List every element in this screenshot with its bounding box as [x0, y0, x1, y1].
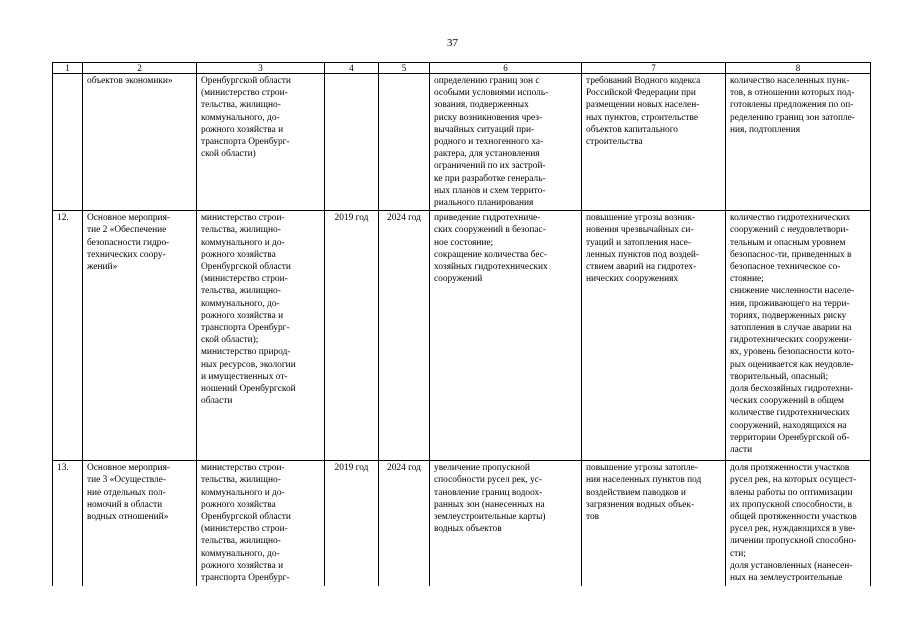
expected-result: приведение гидротехниче- ских сооружений в безопас- ное состояние; сокращение количества бес- хозяйных гидротехнических сооружений	[430, 211, 582, 461]
table-row	[53, 74, 871, 211]
end-year: 2024 год	[379, 211, 430, 461]
program-table	[52, 62, 871, 586]
column-number: 3	[197, 63, 325, 74]
table-row	[53, 461, 871, 586]
expected-result: увеличение пропускной способности русел рек, ус- тановление границ водоох- ранных зон (нанесенных на землеустроительные карты) водных объектов	[430, 461, 582, 586]
column-number: 4	[325, 63, 379, 74]
event-name: Основное мероприя- тие 2 «Обеспечение безопасности гидро- технических соору- жений»	[83, 211, 197, 461]
row-number: 13.	[53, 461, 83, 586]
event-name: Основное мероприя- тие 3 «Осуществле- ние отдельных пол- номочий в области водных отношений»	[83, 461, 197, 586]
non-implementation-consequence: требований Водного кодекса Российской Федерации при размещении новых населен- ных пунктов, строительстве объектов капитального строительства	[582, 74, 726, 211]
table-row	[53, 211, 871, 461]
start-year: 2019 год	[325, 461, 379, 586]
column-number: 5	[379, 63, 430, 74]
end-year: 2024 год	[379, 461, 430, 586]
column-number: 1	[53, 63, 83, 74]
row-number	[53, 74, 83, 211]
event-name: объектов экономики»	[83, 74, 197, 211]
start-year	[325, 74, 379, 211]
executor: министерство строи- тельства, жилищно- коммунального и до- рожного хозяйства Оренбургской области (министерство строи- тельства, жилищно- коммунального, до- рожного хозяйства и транспорта Оренбург- ской области); министерство природ- ных ресурсов, экологии и имущественных от- ношений Оренбургской области	[197, 211, 325, 461]
non-implementation-consequence: повышение угрозы затопле- ния населенных пунктов под воздействием паводков и загрязнения водных объек- тов	[582, 461, 726, 586]
executor: министерство строи- тельства, жилищно- коммунального и до- рожного хозяйства Оренбургской области (министерство строи- тельства, жилищно- коммунального, до- рожного хозяйства и транспорта Оренбург-	[197, 461, 325, 586]
column-number: 6	[430, 63, 582, 74]
end-year	[379, 74, 430, 211]
indicator-link: количество гидротехнических сооружений с неудовлетвори- тельным и опасным уровнем безопаснос-ти, приведенных в безопасное техническое со- стояние; снижение численности населе- ния, проживающего на терри- ториях, подверженных риску затопления в случае аварии на гидротехнических сооружени- ях, уровень безопасности кото- рых оценивается как неудовле- творительный, опасный; доля бесхозяйных гидротехни- ческих сооружений в общем количестве гидротехнических сооружений, находящихся на территории Оренбургской об- ласти	[726, 211, 871, 461]
column-number: 8	[726, 63, 871, 74]
expected-result: определению границ зон с особыми условиями исполь- зования, подверженных риску возникновения чрез- вычайных ситуаций при- родного и техногенного ха- рактера, для установления ограничений по их застрой- ке при разработке генераль- ных планов и схем террито- риального планирования	[430, 74, 582, 211]
column-number: 2	[83, 63, 197, 74]
indicator-link: доля протяженности участков русел рек, на которых осущест- влены работы по оптимизации их пропускной способности, в общей протяженности участков русел рек, нуждающихся в уве- личении пропускной способно- сти; доля установленных (нанесен- ных на землеустроительные	[726, 461, 871, 586]
start-year: 2019 год	[325, 211, 379, 461]
executor: Оренбургской области (министерство строи- тельства, жилищно- коммунального, до- рожного хозяйства и транспорта Оренбург- ской области)	[197, 74, 325, 211]
column-number-row	[53, 63, 871, 74]
page-number: 37	[447, 37, 458, 49]
non-implementation-consequence: повышение угрозы возник- новения чрезвычайных си- туаций и затопления насе- ленных пунктов под воздей- ствием аварий на гидротех- нических сооружениях	[582, 211, 726, 461]
column-number: 7	[582, 63, 726, 74]
row-number: 12.	[53, 211, 83, 461]
indicator-link: количество населенных пунк- тов, в отношении которых под- готовлены предложения по оп- ределению границ зон затопле- ния, подтопления	[726, 74, 871, 211]
